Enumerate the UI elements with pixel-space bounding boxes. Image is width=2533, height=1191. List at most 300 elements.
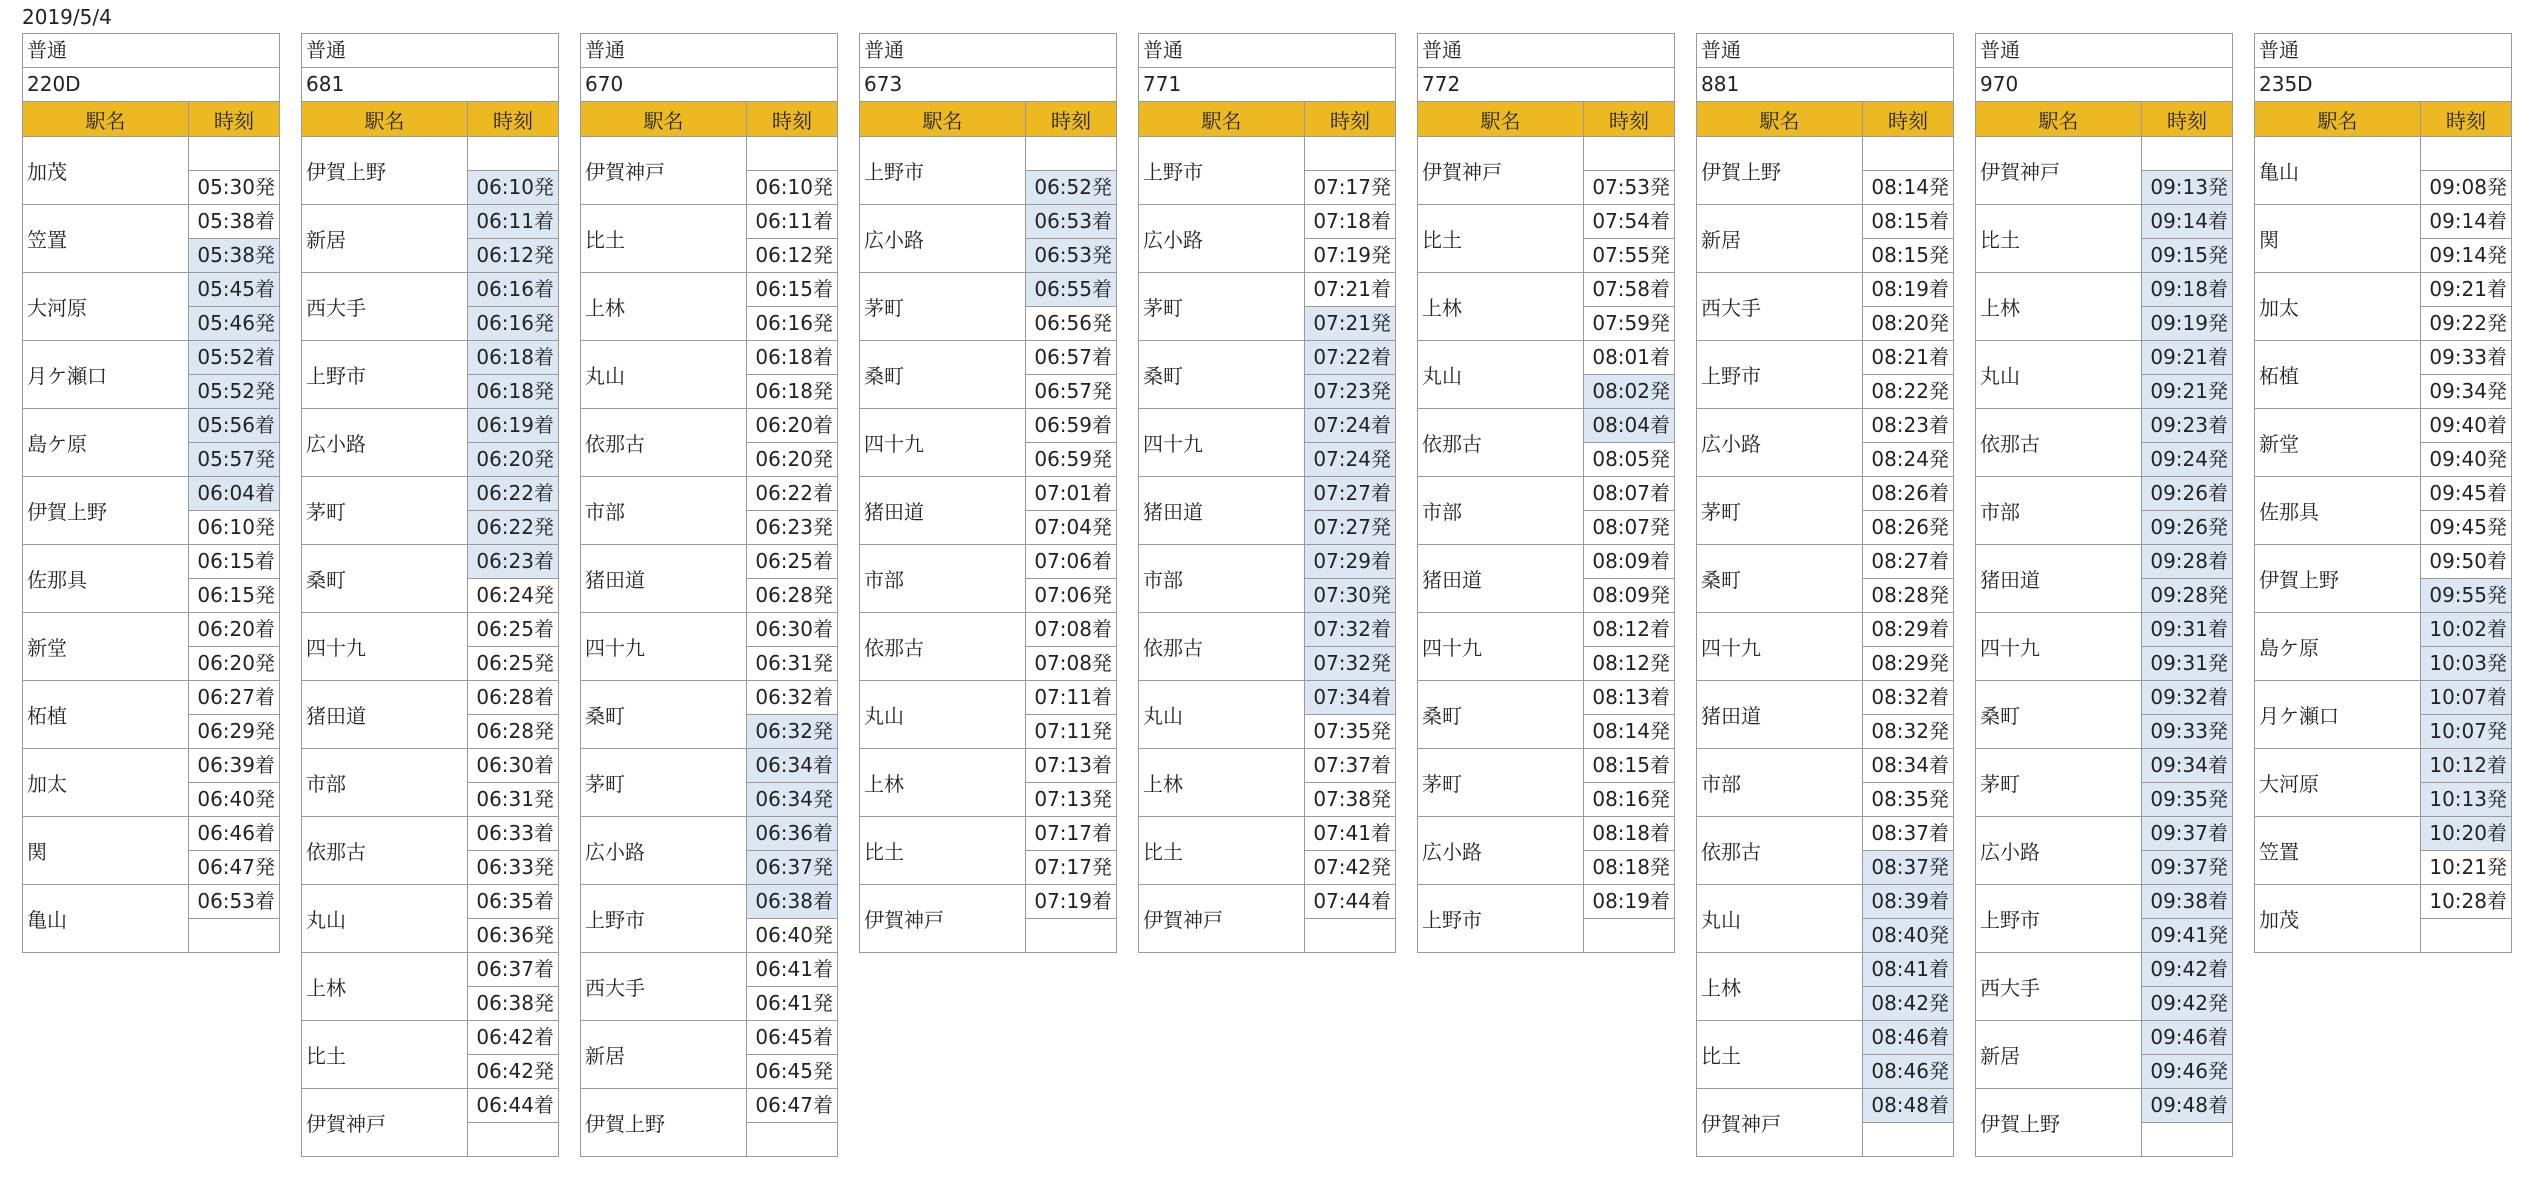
arrival-time-cell[interactable]: 06:57着 [1026, 341, 1116, 375]
station-name-cell[interactable]: 依那古 [1139, 613, 1305, 680]
time-column-header[interactable]: 時刻 [1330, 108, 1370, 133]
departure-time-cell[interactable]: 07:55発 [1592, 243, 1670, 267]
departure-time-cell[interactable]: 06:53発 [1026, 239, 1116, 272]
train-number-cell[interactable]: 681 [301, 67, 559, 101]
station-name-cell[interactable]: 関 [23, 817, 189, 884]
station-name-cell[interactable]: 広小路 [1418, 817, 1584, 884]
station-name-cell[interactable]: 伊賀上野 [1976, 1089, 2142, 1156]
departure-time-cell[interactable]: 06:29発 [197, 719, 275, 743]
train-type-cell[interactable]: 普通 [580, 33, 838, 67]
arrival-time-cell[interactable]: 06:22着 [747, 477, 837, 511]
arrival-time-cell[interactable]: 09:40着 [2421, 409, 2511, 443]
station-name-cell[interactable]: 上林 [581, 273, 747, 340]
station-name-cell[interactable]: 桑町 [1139, 341, 1305, 408]
arrival-time-cell[interactable]: 06:11着 [747, 205, 837, 239]
departure-time-cell[interactable]: 09:14発 [2429, 243, 2507, 267]
arrival-time-cell[interactable]: 09:37着 [2142, 817, 2232, 851]
departure-time-cell[interactable]: 06:20発 [468, 443, 558, 476]
arrival-time-cell[interactable]: 08:19着 [1584, 885, 1674, 919]
arrival-time-cell[interactable]: 10:20着 [2421, 817, 2511, 851]
departure-time-cell[interactable]: 06:25発 [476, 651, 554, 675]
station-name-cell[interactable]: 市部 [860, 545, 1026, 612]
arrival-time-cell[interactable]: 09:18着 [2142, 273, 2232, 307]
arrival-time-cell[interactable] [1863, 137, 1953, 171]
station-name-cell[interactable]: 四十九 [860, 409, 1026, 476]
departure-time-cell[interactable]: 07:11発 [1034, 719, 1112, 743]
departure-time-cell[interactable]: 08:22発 [1871, 379, 1949, 403]
station-name-cell[interactable]: 島ケ原 [2255, 613, 2421, 680]
departure-time-cell[interactable]: 09:08発 [2429, 174, 2507, 199]
station-name-cell[interactable]: 西大手 [581, 953, 747, 1020]
station-name-cell[interactable]: 広小路 [860, 205, 1026, 272]
station-column-header[interactable]: 駅名 [1139, 102, 1305, 136]
arrival-time-cell[interactable]: 08:01着 [1584, 341, 1674, 375]
arrival-time-cell[interactable]: 09:14着 [2421, 205, 2511, 239]
departure-time-cell[interactable]: 06:15発 [197, 583, 275, 607]
arrival-time-cell[interactable]: 09:21着 [2421, 273, 2511, 307]
departure-time-cell[interactable]: 06:56発 [1034, 311, 1112, 335]
station-name-cell[interactable]: 比土 [1418, 205, 1584, 272]
arrival-time-cell[interactable]: 06:19着 [468, 409, 558, 443]
departure-time-cell[interactable]: 07:08発 [1034, 651, 1112, 675]
departure-time-cell[interactable]: 08:32発 [1871, 719, 1949, 743]
departure-time-cell[interactable]: 06:33発 [476, 855, 554, 879]
departure-time-cell[interactable]: 09:34発 [2429, 379, 2507, 403]
arrival-time-cell[interactable]: 09:28着 [2142, 545, 2232, 579]
departure-time-cell[interactable]: 06:28発 [476, 719, 554, 743]
time-column-header[interactable]: 時刻 [493, 108, 533, 133]
arrival-time-cell[interactable]: 10:07着 [2421, 681, 2511, 715]
departure-time-cell[interactable]: 08:26発 [1871, 515, 1949, 539]
train-number-cell[interactable]: 220D [22, 67, 280, 101]
departure-time-cell[interactable]: 07:32発 [1305, 647, 1395, 680]
arrival-time-cell[interactable]: 09:26着 [2142, 477, 2232, 511]
train-number-cell[interactable]: 771 [1138, 67, 1396, 101]
arrival-time-cell[interactable]: 06:25着 [747, 545, 837, 579]
departure-time-cell[interactable]: 07:21発 [1305, 307, 1395, 340]
arrival-time-cell[interactable]: 06:23着 [468, 545, 558, 579]
station-name-cell[interactable]: 伊賀神戸 [1697, 1089, 1863, 1156]
station-name-cell[interactable]: 笠置 [23, 205, 189, 272]
departure-time-cell[interactable]: 08:07発 [1592, 515, 1670, 539]
departure-time-cell[interactable]: 09:42発 [2142, 987, 2232, 1020]
departure-time-cell[interactable]: 05:52発 [189, 375, 279, 408]
station-name-cell[interactable]: 月ケ瀬口 [2255, 681, 2421, 748]
arrival-time-cell[interactable]: 05:52着 [189, 341, 279, 375]
station-name-cell[interactable]: 市部 [581, 477, 747, 544]
station-name-cell[interactable]: 市部 [1418, 477, 1584, 544]
station-name-cell[interactable]: 市部 [1139, 545, 1305, 612]
station-name-cell[interactable]: 比土 [1697, 1021, 1863, 1088]
departure-time-cell[interactable]: 09:37発 [2142, 851, 2232, 884]
departure-time-cell[interactable]: 08:18発 [1592, 855, 1670, 879]
arrival-time-cell[interactable]: 08:15着 [1863, 205, 1953, 239]
station-name-cell[interactable]: 加太 [2255, 273, 2421, 340]
departure-time-cell[interactable]: 06:28発 [755, 583, 833, 607]
departure-time-cell[interactable]: 06:10発 [755, 174, 833, 199]
departure-time-cell[interactable]: 06:12発 [468, 239, 558, 272]
arrival-time-cell[interactable]: 06:32着 [747, 681, 837, 715]
time-column-header[interactable]: 時刻 [1888, 108, 1928, 133]
departure-time-cell[interactable]: 06:16発 [468, 307, 558, 340]
time-column-header[interactable]: 時刻 [2446, 108, 2486, 133]
arrival-time-cell[interactable]: 06:53着 [189, 885, 279, 919]
departure-time-cell[interactable]: 08:29発 [1871, 651, 1949, 675]
station-name-cell[interactable]: 上林 [1139, 749, 1305, 816]
departure-time-cell[interactable]: 09:46発 [2142, 1055, 2232, 1088]
arrival-time-cell[interactable]: 07:13着 [1026, 749, 1116, 783]
departure-time-cell[interactable]: 09:33発 [2142, 715, 2232, 748]
arrival-time-cell[interactable]: 08:41着 [1863, 953, 1953, 987]
station-name-cell[interactable]: 茅町 [1139, 273, 1305, 340]
station-column-header[interactable]: 駅名 [23, 102, 189, 136]
arrival-time-cell[interactable]: 10:28着 [2421, 885, 2511, 919]
arrival-time-cell[interactable]: 09:48着 [2142, 1089, 2232, 1123]
arrival-time-cell[interactable]: 09:31着 [2142, 613, 2232, 647]
arrival-time-cell[interactable]: 09:23着 [2142, 409, 2232, 443]
departure-time-cell[interactable]: 06:16発 [755, 311, 833, 335]
arrival-time-cell[interactable]: 08:46着 [1863, 1021, 1953, 1055]
station-name-cell[interactable]: 亀山 [23, 885, 189, 952]
departure-time-cell[interactable] [747, 1123, 837, 1156]
arrival-time-cell[interactable]: 07:11着 [1026, 681, 1116, 715]
arrival-time-cell[interactable]: 08:04着 [1584, 409, 1674, 443]
arrival-time-cell[interactable]: 08:15着 [1584, 749, 1674, 783]
station-name-cell[interactable]: 新居 [1697, 205, 1863, 272]
station-name-cell[interactable]: 茅町 [302, 477, 468, 544]
arrival-time-cell[interactable]: 08:48着 [1863, 1089, 1953, 1123]
arrival-time-cell[interactable]: 10:02着 [2421, 613, 2511, 647]
station-name-cell[interactable]: 上野市 [1139, 137, 1305, 204]
arrival-time-cell[interactable]: 07:19着 [1026, 885, 1116, 919]
arrival-time-cell[interactable]: 06:53着 [1026, 205, 1116, 239]
departure-time-cell[interactable]: 06:41発 [755, 991, 833, 1015]
arrival-time-cell[interactable]: 09:14着 [2142, 205, 2232, 239]
arrival-time-cell[interactable]: 09:50着 [2421, 545, 2511, 579]
arrival-time-cell[interactable]: 06:42着 [468, 1021, 558, 1055]
arrival-time-cell[interactable]: 09:38着 [2142, 885, 2232, 919]
departure-time-cell[interactable]: 09:31発 [2142, 647, 2232, 680]
station-name-cell[interactable]: 桑町 [1418, 681, 1584, 748]
station-name-cell[interactable]: 比土 [302, 1021, 468, 1088]
station-name-cell[interactable]: 広小路 [1697, 409, 1863, 476]
departure-time-cell[interactable]: 10:07発 [2421, 715, 2511, 748]
station-name-cell[interactable]: 市部 [1976, 477, 2142, 544]
station-name-cell[interactable]: 上野市 [581, 885, 747, 952]
station-column-header[interactable]: 駅名 [1697, 102, 1863, 136]
arrival-time-cell[interactable]: 06:16着 [468, 273, 558, 307]
departure-time-cell[interactable]: 07:04発 [1034, 515, 1112, 539]
train-number-cell[interactable]: 970 [1975, 67, 2233, 101]
departure-time-cell[interactable]: 06:10発 [197, 515, 275, 539]
arrival-time-cell[interactable] [189, 137, 279, 171]
station-name-cell[interactable]: 西大手 [1697, 273, 1863, 340]
arrival-time-cell[interactable]: 07:27着 [1305, 477, 1395, 511]
station-name-cell[interactable]: 依那古 [581, 409, 747, 476]
departure-time-cell[interactable]: 09:55発 [2421, 579, 2511, 612]
station-name-cell[interactable]: 上野市 [1697, 341, 1863, 408]
station-name-cell[interactable]: 島ケ原 [23, 409, 189, 476]
departure-time-cell[interactable]: 05:46発 [189, 307, 279, 340]
arrival-time-cell[interactable] [468, 137, 558, 171]
arrival-time-cell[interactable]: 07:54着 [1584, 205, 1674, 239]
departure-time-cell[interactable]: 07:30発 [1305, 579, 1395, 612]
station-name-cell[interactable]: 猪田道 [302, 681, 468, 748]
train-number-cell[interactable]: 670 [580, 67, 838, 101]
train-type-cell[interactable]: 普通 [859, 33, 1117, 67]
station-name-cell[interactable]: 四十九 [581, 613, 747, 680]
station-name-cell[interactable]: 加茂 [23, 137, 189, 204]
station-name-cell[interactable]: 笠置 [2255, 817, 2421, 884]
station-name-cell[interactable]: 四十九 [1139, 409, 1305, 476]
arrival-time-cell[interactable]: 06:41着 [747, 953, 837, 987]
train-type-cell[interactable]: 普通 [22, 33, 280, 67]
arrival-time-cell[interactable]: 08:07着 [1584, 477, 1674, 511]
train-type-cell[interactable]: 普通 [1417, 33, 1675, 67]
departure-time-cell[interactable]: 08:16発 [1592, 787, 1670, 811]
departure-time-cell[interactable]: 07:53発 [1592, 174, 1670, 199]
station-name-cell[interactable]: 上野市 [302, 341, 468, 408]
departure-time-cell[interactable]: 09:28発 [2142, 579, 2232, 612]
arrival-time-cell[interactable]: 06:36着 [747, 817, 837, 851]
station-name-cell[interactable]: 猪田道 [1139, 477, 1305, 544]
time-column-header[interactable]: 時刻 [2167, 108, 2207, 133]
station-name-cell[interactable]: 伊賀神戸 [1418, 137, 1584, 204]
arrival-time-cell[interactable]: 06:18着 [468, 341, 558, 375]
station-name-cell[interactable]: 新居 [302, 205, 468, 272]
arrival-time-cell[interactable]: 06:15着 [189, 545, 279, 579]
time-column-header[interactable]: 時刻 [214, 108, 254, 133]
station-name-cell[interactable]: 桑町 [1976, 681, 2142, 748]
station-name-cell[interactable]: 丸山 [1697, 885, 1863, 952]
departure-time-cell[interactable] [1026, 919, 1116, 952]
departure-time-cell[interactable]: 06:38発 [476, 991, 554, 1015]
station-column-header[interactable]: 駅名 [1418, 102, 1584, 136]
departure-time-cell[interactable] [2421, 919, 2511, 952]
station-name-cell[interactable]: 茅町 [1976, 749, 2142, 816]
train-number-cell[interactable]: 235D [2254, 67, 2512, 101]
arrival-time-cell[interactable]: 05:56着 [189, 409, 279, 443]
arrival-time-cell[interactable]: 08:23着 [1863, 409, 1953, 443]
departure-time-cell[interactable]: 08:20発 [1871, 311, 1949, 335]
departure-time-cell[interactable]: 07:17発 [1313, 174, 1391, 199]
departure-time-cell[interactable]: 06:57発 [1034, 379, 1112, 403]
station-name-cell[interactable]: 伊賀上野 [581, 1089, 747, 1156]
arrival-time-cell[interactable]: 07:24着 [1305, 409, 1395, 443]
station-name-cell[interactable]: 大河原 [2255, 749, 2421, 816]
station-name-cell[interactable]: 猪田道 [581, 545, 747, 612]
arrival-time-cell[interactable]: 07:01着 [1026, 477, 1116, 511]
departure-time-cell[interactable]: 06:45発 [755, 1059, 833, 1083]
station-name-cell[interactable]: 桑町 [860, 341, 1026, 408]
station-name-cell[interactable]: 茅町 [1697, 477, 1863, 544]
arrival-time-cell[interactable]: 06:35着 [468, 885, 558, 919]
train-number-cell[interactable]: 772 [1417, 67, 1675, 101]
time-column-header[interactable]: 時刻 [1609, 108, 1649, 133]
departure-time-cell[interactable]: 09:41発 [2142, 919, 2232, 952]
station-name-cell[interactable]: 上林 [860, 749, 1026, 816]
arrival-time-cell[interactable] [747, 137, 837, 171]
arrival-time-cell[interactable]: 06:11着 [468, 205, 558, 239]
departure-time-cell[interactable]: 06:18発 [755, 379, 833, 403]
arrival-time-cell[interactable]: 09:34着 [2142, 749, 2232, 783]
station-name-cell[interactable]: 比土 [860, 817, 1026, 884]
arrival-time-cell[interactable]: 06:47着 [747, 1089, 837, 1123]
station-name-cell[interactable]: 新堂 [23, 613, 189, 680]
arrival-time-cell[interactable]: 06:45着 [747, 1021, 837, 1055]
departure-time-cell[interactable]: 06:40発 [197, 787, 275, 811]
departure-time-cell[interactable]: 06:10発 [468, 171, 558, 205]
arrival-time-cell[interactable]: 06:30着 [468, 749, 558, 783]
arrival-time-cell[interactable]: 06:22着 [468, 477, 558, 511]
arrival-time-cell[interactable]: 07:22着 [1305, 341, 1395, 375]
station-column-header[interactable]: 駅名 [581, 102, 747, 136]
departure-time-cell[interactable]: 06:42発 [476, 1059, 554, 1083]
train-type-cell[interactable]: 普通 [1696, 33, 1954, 67]
arrival-time-cell[interactable]: 05:45着 [189, 273, 279, 307]
station-name-cell[interactable]: 四十九 [1418, 613, 1584, 680]
arrival-time-cell[interactable]: 06:27着 [189, 681, 279, 715]
arrival-time-cell[interactable]: 09:21着 [2142, 341, 2232, 375]
departure-time-cell[interactable]: 06:18発 [468, 375, 558, 408]
arrival-time-cell[interactable]: 08:12着 [1584, 613, 1674, 647]
arrival-time-cell[interactable]: 06:25着 [468, 613, 558, 647]
station-name-cell[interactable]: 加茂 [2255, 885, 2421, 952]
departure-time-cell[interactable]: 07:13発 [1034, 787, 1112, 811]
arrival-time-cell[interactable]: 09:45着 [2421, 477, 2511, 511]
station-name-cell[interactable]: 茅町 [860, 273, 1026, 340]
departure-time-cell[interactable] [468, 1123, 558, 1156]
departure-time-cell[interactable]: 06:12発 [755, 243, 833, 267]
station-name-cell[interactable]: 広小路 [1139, 205, 1305, 272]
arrival-time-cell[interactable]: 07:34着 [1305, 681, 1395, 715]
departure-time-cell[interactable]: 08:46発 [1863, 1055, 1953, 1088]
departure-time-cell[interactable]: 09:19発 [2142, 307, 2232, 340]
station-name-cell[interactable]: 新堂 [2255, 409, 2421, 476]
station-name-cell[interactable]: 比土 [581, 205, 747, 272]
arrival-time-cell[interactable]: 08:19着 [1863, 273, 1953, 307]
arrival-time-cell[interactable]: 08:29着 [1863, 613, 1953, 647]
arrival-time-cell[interactable]: 06:20着 [747, 409, 837, 443]
station-name-cell[interactable]: 上林 [1418, 273, 1584, 340]
station-name-cell[interactable]: 依那古 [1697, 817, 1863, 884]
arrival-time-cell[interactable]: 05:38着 [189, 205, 279, 239]
departure-time-cell[interactable]: 06:23発 [755, 515, 833, 539]
departure-time-cell[interactable]: 09:26発 [2142, 511, 2232, 544]
station-name-cell[interactable]: 伊賀神戸 [1976, 137, 2142, 204]
departure-time-cell[interactable]: 08:28発 [1871, 583, 1949, 607]
station-name-cell[interactable]: 市部 [1697, 749, 1863, 816]
departure-time-cell[interactable] [2142, 1123, 2232, 1156]
arrival-time-cell[interactable] [1584, 137, 1674, 171]
departure-time-cell[interactable] [1863, 1123, 1953, 1156]
station-name-cell[interactable]: 広小路 [302, 409, 468, 476]
departure-time-cell[interactable]: 06:20発 [197, 651, 275, 675]
station-name-cell[interactable]: 柘植 [23, 681, 189, 748]
station-name-cell[interactable]: 四十九 [302, 613, 468, 680]
station-name-cell[interactable]: 上野市 [860, 137, 1026, 204]
departure-time-cell[interactable]: 08:15発 [1871, 243, 1949, 267]
arrival-time-cell[interactable]: 06:18着 [747, 341, 837, 375]
arrival-time-cell[interactable]: 06:59着 [1026, 409, 1116, 443]
station-name-cell[interactable]: 依那古 [860, 613, 1026, 680]
arrival-time-cell[interactable]: 08:39着 [1863, 885, 1953, 919]
departure-time-cell[interactable]: 06:24発 [476, 583, 554, 607]
departure-time-cell[interactable]: 08:05発 [1592, 447, 1670, 471]
departure-time-cell[interactable]: 10:21発 [2429, 855, 2507, 879]
station-name-cell[interactable]: 関 [2255, 205, 2421, 272]
arrival-time-cell[interactable]: 07:17着 [1026, 817, 1116, 851]
station-name-cell[interactable]: 丸山 [1418, 341, 1584, 408]
departure-time-cell[interactable]: 07:38発 [1313, 787, 1391, 811]
train-number-cell[interactable]: 881 [1696, 67, 1954, 101]
arrival-time-cell[interactable]: 06:34着 [747, 749, 837, 783]
arrival-time-cell[interactable]: 06:44着 [468, 1089, 558, 1123]
departure-time-cell[interactable]: 09:13発 [2142, 171, 2232, 205]
departure-time-cell[interactable]: 07:19発 [1313, 243, 1391, 267]
station-name-cell[interactable]: 丸山 [860, 681, 1026, 748]
departure-time-cell[interactable]: 08:02発 [1584, 375, 1674, 408]
station-name-cell[interactable]: 伊賀上野 [1697, 137, 1863, 204]
train-type-cell[interactable]: 普通 [1975, 33, 2233, 67]
departure-time-cell[interactable]: 07:59発 [1592, 311, 1670, 335]
station-column-header[interactable]: 駅名 [2255, 102, 2421, 136]
departure-time-cell[interactable]: 07:06発 [1034, 583, 1112, 607]
arrival-time-cell[interactable]: 07:08着 [1026, 613, 1116, 647]
arrival-time-cell[interactable]: 07:58着 [1584, 273, 1674, 307]
arrival-time-cell[interactable]: 07:41着 [1305, 817, 1395, 851]
departure-time-cell[interactable]: 05:30発 [197, 174, 275, 199]
departure-time-cell[interactable]: 06:36発 [476, 923, 554, 947]
departure-time-cell[interactable]: 08:37発 [1863, 851, 1953, 884]
departure-time-cell[interactable]: 06:59発 [1034, 447, 1112, 471]
arrival-time-cell[interactable]: 06:55着 [1026, 273, 1116, 307]
station-name-cell[interactable]: 新居 [1976, 1021, 2142, 1088]
station-name-cell[interactable]: 新居 [581, 1021, 747, 1088]
departure-time-cell[interactable]: 10:03発 [2421, 647, 2511, 680]
arrival-time-cell[interactable]: 08:37着 [1863, 817, 1953, 851]
departure-time-cell[interactable]: 06:32発 [747, 715, 837, 748]
station-name-cell[interactable]: 比土 [1139, 817, 1305, 884]
station-name-cell[interactable]: 月ケ瀬口 [23, 341, 189, 408]
departure-time-cell[interactable]: 09:24発 [2142, 443, 2232, 476]
departure-time-cell[interactable]: 06:37発 [747, 851, 837, 884]
arrival-time-cell[interactable]: 08:34着 [1863, 749, 1953, 783]
station-name-cell[interactable]: 猪田道 [1697, 681, 1863, 748]
station-name-cell[interactable]: 西大手 [1976, 953, 2142, 1020]
departure-time-cell[interactable] [189, 919, 279, 952]
arrival-time-cell[interactable] [2421, 137, 2511, 171]
arrival-time-cell[interactable]: 06:20着 [189, 613, 279, 647]
station-name-cell[interactable]: 西大手 [302, 273, 468, 340]
arrival-time-cell[interactable]: 06:04着 [189, 477, 279, 511]
arrival-time-cell[interactable]: 09:32着 [2142, 681, 2232, 715]
station-name-cell[interactable]: 伊賀神戸 [581, 137, 747, 204]
station-name-cell[interactable]: 上野市 [1976, 885, 2142, 952]
arrival-time-cell[interactable]: 07:21着 [1305, 273, 1395, 307]
station-name-cell[interactable]: 丸山 [1139, 681, 1305, 748]
departure-time-cell[interactable]: 06:34発 [747, 783, 837, 816]
station-column-header[interactable]: 駅名 [1976, 102, 2142, 136]
station-name-cell[interactable]: 依那古 [1418, 409, 1584, 476]
arrival-time-cell[interactable]: 10:12着 [2421, 749, 2511, 783]
station-name-cell[interactable]: 上林 [1697, 953, 1863, 1020]
arrival-time-cell[interactable]: 06:15着 [747, 273, 837, 307]
departure-time-cell[interactable]: 08:42発 [1863, 987, 1953, 1020]
station-name-cell[interactable]: 桑町 [581, 681, 747, 748]
arrival-time-cell[interactable]: 09:42着 [2142, 953, 2232, 987]
departure-time-cell[interactable]: 09:45発 [2429, 515, 2507, 539]
